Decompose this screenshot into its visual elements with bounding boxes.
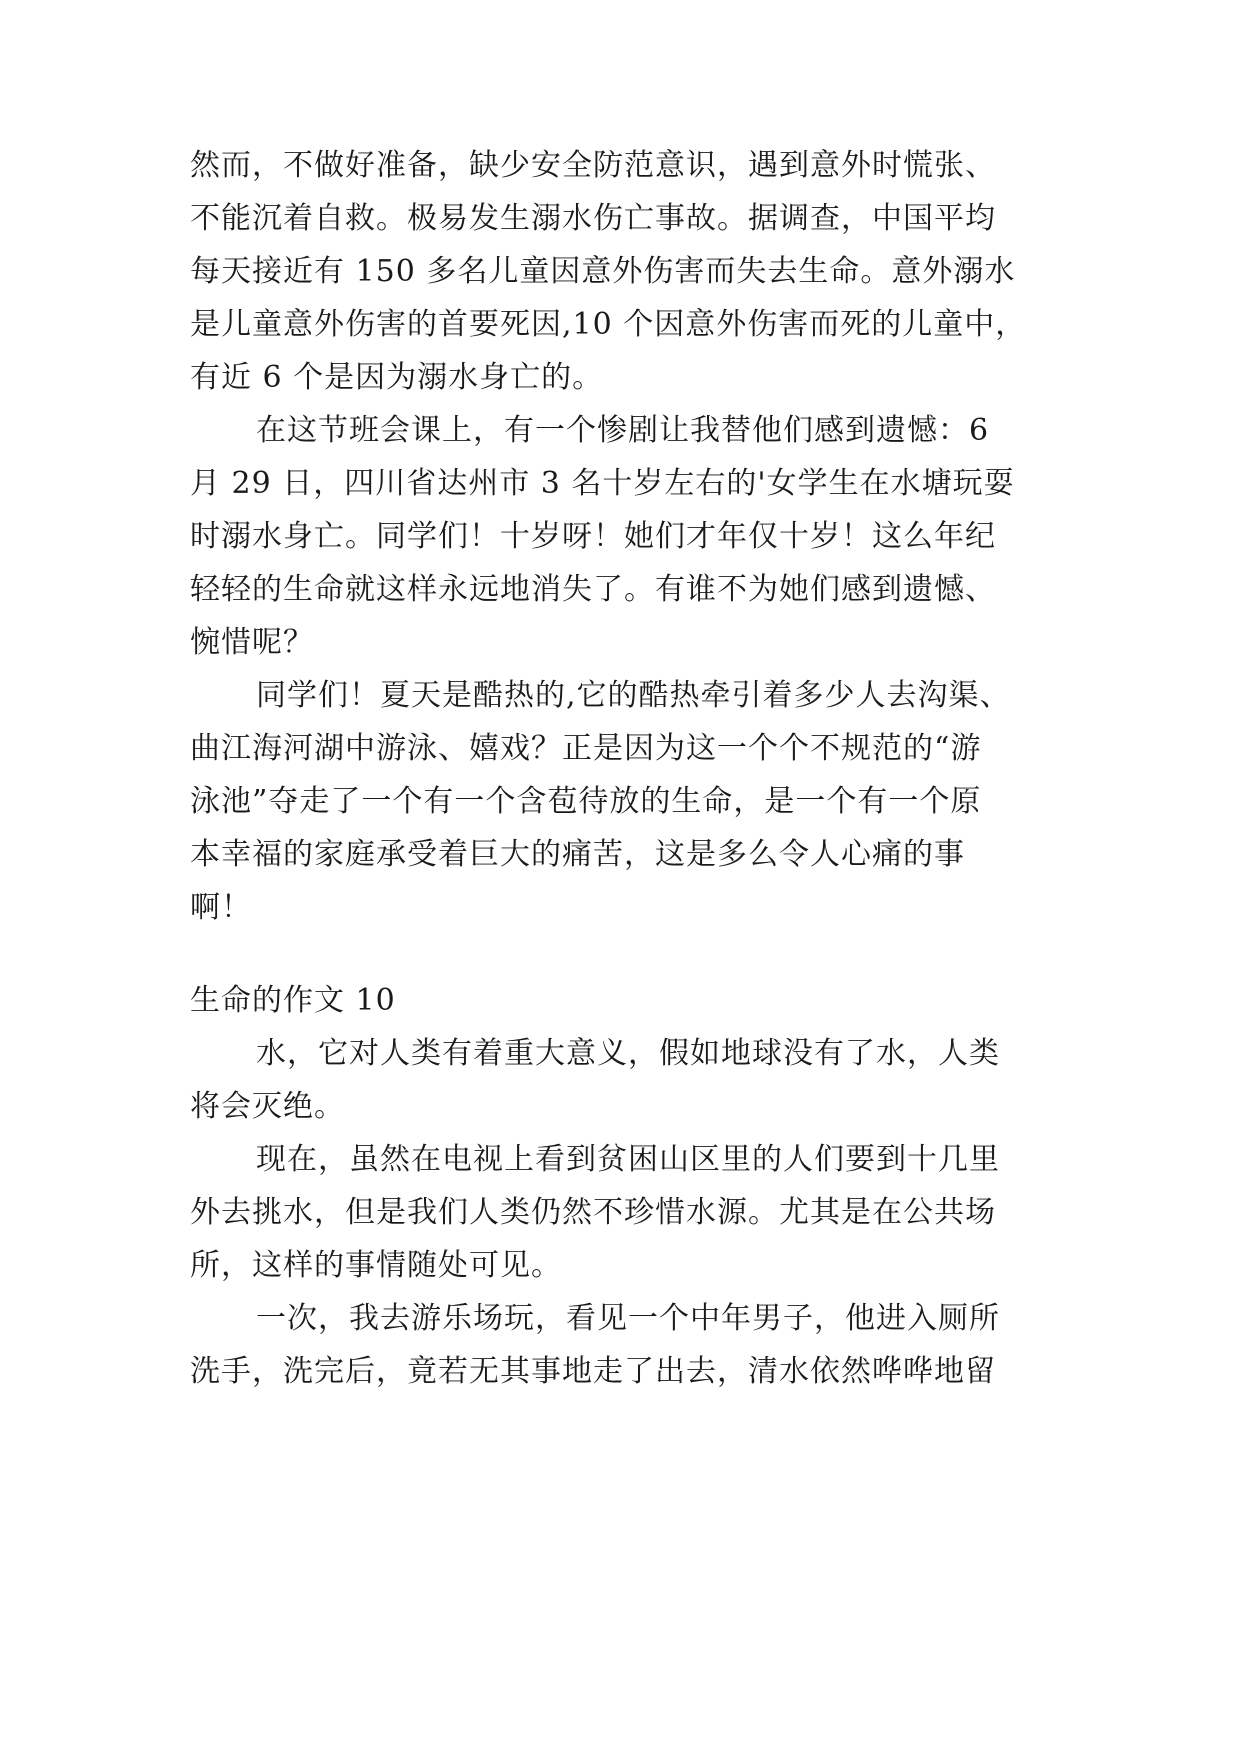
text-line: 本幸福的家庭承受着巨大的痛苦，这是多么令人心痛的事 <box>190 837 965 872</box>
text-line: 轻轻的生命就这样永远地消失了。有谁不为她们感到遗憾、 <box>190 572 996 607</box>
text-line: 外去挑水，但是我们人类仍然不珍惜水源。尤其是在公共场 <box>190 1195 996 1230</box>
text-line: 有近 6 个是因为溺水身亡的。 <box>190 360 604 395</box>
paragraph-start-line: 现在，虽然在电视上看到贫困山区里的人们要到十几里 <box>256 1142 1000 1177</box>
text-line: 每天接近有 150 多名儿童因意外伤害而失去生命。意外溺水 <box>190 254 1016 289</box>
paragraph-start-line: 同学们！夏天是酷热的,它的酷热牵引着多少人去沟渠、 <box>256 678 1011 713</box>
text-line: 不能沉着自救。极易发生溺水伤亡事故。据调查，中国平均 <box>190 201 996 236</box>
text-line: 将会灭绝。 <box>190 1089 345 1124</box>
paragraph-start-line: 在这节班会课上，有一个惨剧让我替他们感到遗憾：6 <box>256 413 990 448</box>
paragraph-start-line: 一次，我去游乐场玩，看见一个中年男子，他进入厕所 <box>256 1301 1000 1336</box>
text-line: 啊！ <box>190 890 252 925</box>
text-line: 是儿童意外伤害的首要死因,10 个因意外伤害而死的儿童中， <box>190 307 1027 342</box>
section-title: 生命的作文 10 <box>190 983 396 1018</box>
text-line: 惋惜呢？ <box>190 625 314 660</box>
text-line: 月 29 日，四川省达州市 3 名十岁左右的'女学生在水塘玩耍 <box>190 466 1015 501</box>
text-line: 时溺水身亡。同学们！十岁呀！她们才年仅十岁！这么年纪 <box>190 519 996 554</box>
paragraph-start-line: 水，它对人类有着重大意义，假如地球没有了水，人类 <box>256 1036 1000 1071</box>
text-line: 所，这样的事情随处可见。 <box>190 1248 562 1283</box>
text-line: 泳池”夺走了一个有一个含苞待放的生命，是一个有一个原 <box>190 784 982 819</box>
text-line: 洗手，洗完后，竟若无其事地走了出去，清水依然哗哗地留 <box>190 1354 996 1389</box>
text-line: 曲江海河湖中游泳、嬉戏？正是因为这一个个不规范的“游 <box>190 731 982 766</box>
text-line: 然而，不做好准备，缺少安全防范意识，遇到意外时慌张、 <box>190 148 996 183</box>
